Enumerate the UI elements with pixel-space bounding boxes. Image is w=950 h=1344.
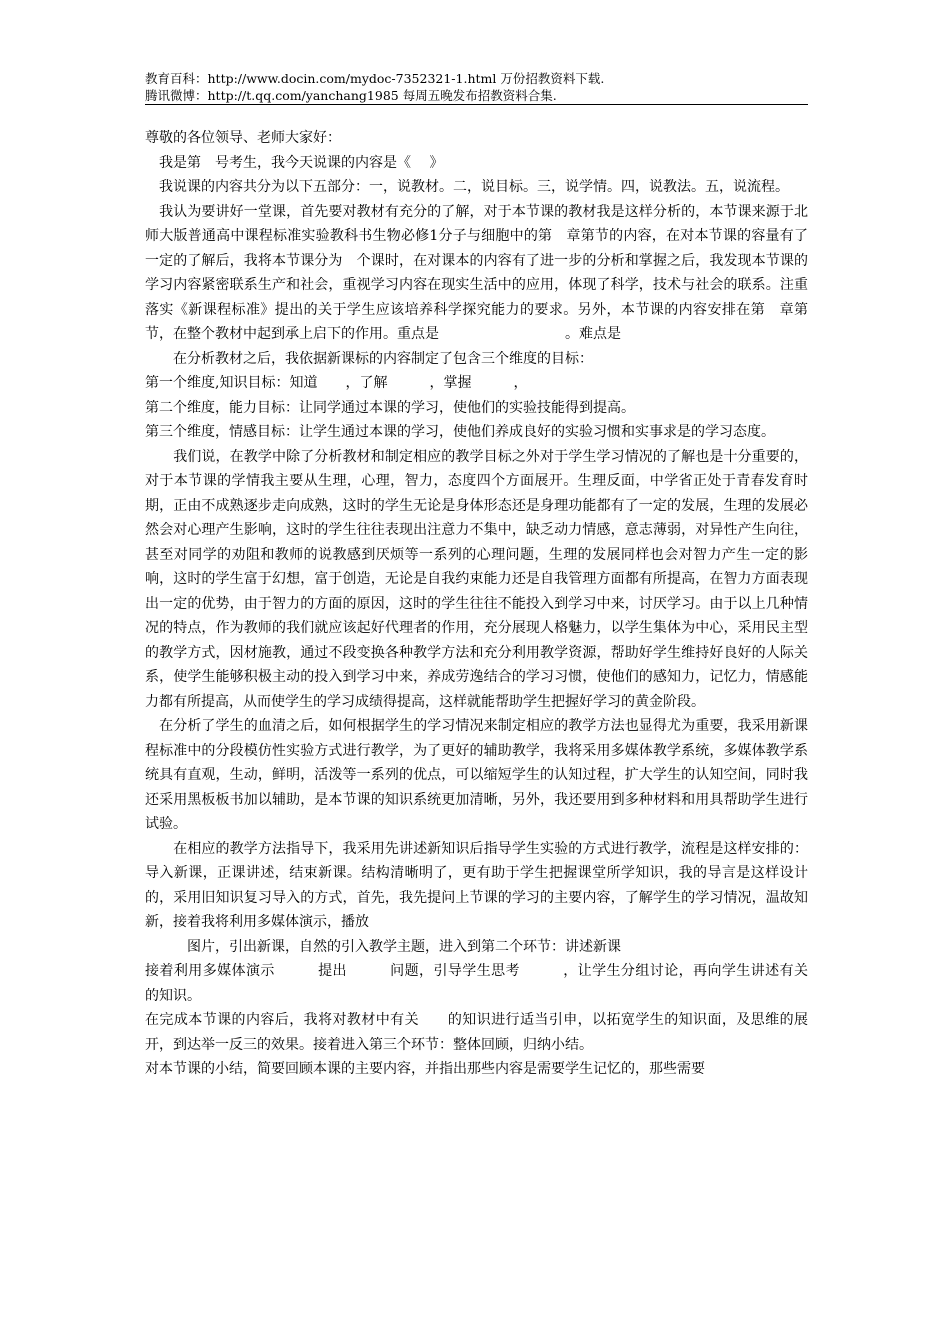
document-body <box>145 126 850 1082</box>
header-weibo-line[interactable]: 腾讯微博：http://t.qq.com/yanchang1985 每周五晚发布招教资料合集. <box>145 88 557 103</box>
summary-paragraph: 对本节课的小结，简要回顾本课的主要内容，并指出那些内容是需要学生记忆的，那些需要 <box>145 1061 705 1077</box>
ability-objective: 第二个维度，能力目标：让同学通过本课的学习，使他们的实验技能得到提高。 <box>145 399 635 416</box>
greeting: 尊敬的各位领导、老师大家好： <box>145 130 341 146</box>
teaching-method-paragraph: 在分析了学生的血清之后，如何根据学生的学习情况来制定相应的教学方法也显得尤为重要，我采用新课程标准中的分段模仿性实验方式进行教学，为了更好的辅助教学，我将采用多媒体教学系统，多媒体教学系统具有直观，生动，鲜明，活泼等一系列的优点，可以缩短学生的认知过程，扩大学生的认知空间，同时我还采用黑板板书加以辅助，是本节课的知识系统更加清晰，另外，我还要用到多种材料和用具帮助学生进行试验。 <box>145 718 808 832</box>
outline-paragraph: 我说课的内容共分为以下五部分：一，说教材。二，说目标。三，说学情。四，说教法。五，说流程。 <box>145 179 789 195</box>
knowledge-objective: 第一个维度,知识目标：知道 ，了解 ，掌握 ， <box>145 375 528 391</box>
header-divider <box>145 104 808 105</box>
process-discussion: 接着利用多媒体演示 提出 问题，引导学生思考 ，让学生分组讨论，再向学生讲述有关 的知识。 <box>145 963 850 1004</box>
page-header <box>145 70 807 104</box>
process-extension: 在完成本节课的内容后，我将对教材中有关 的知识进行适当引申，以拓宽学生的知识面，及思维的展开，到达举一反三的效果。接着进入第三个环节：整体回顾，归纳小结。 <box>145 1012 808 1053</box>
candidate-intro: 我是第 号考生，我今天说课的内容是《 》 <box>145 154 444 171</box>
textbook-analysis-paragraph: 我认为要讲好一堂课，首先要对教材有充分的了解，对于本节课的教材我是这样分析的，本节课来源于北师大版普通高中课程标准实验教科书生物必修1分子与细胞中的第 章第节的内容，在对本节课的容量有了一定的了解后，我将本节课分为 个课时，在对课本的内容有了进一步的分析和掌握之后，我发现本节课的学习内容紧密联系生产和社会，重视学习内容在现实生活中的应用，体现了科学，技术与社会的联系。注重落实《新课程标准》提出的关于学生应该培养科学探究能力的要求。另外，本节课的内容安排在第 章第 节，在整个教材中起到承上启下的作用。重点是 。难点是 <box>145 203 822 342</box>
objectives-intro: 在分析教材之后，我依据新课标的内容制定了包含三个维度的目标： <box>145 350 593 367</box>
teaching-process-paragraph: 在相应的教学方法指导下，我采用先讲述新知识后指导学生实验的方式进行教学，流程是这样安排的：导入新课，正课讲述，结束新课。结构清晰明了，更有助于学生把握课堂所学知识，我的导言是这样设计的，采用旧知识复习导入的方式，首先，我先提问上节课的学习的主要内容，了解学生的学习情况，温故知新，接着我将利用多媒体演示，播放 <box>145 840 808 930</box>
learner-analysis-paragraph: 我们说，在教学中除了分析教材和制定相应的教学目标之外对于学生学习情况的了解也是十分重要的，对于本节课的学情我主要从生理，心理，智力，态度四个方面展开。生理反面，中学省正处于青春发育时期，正由不成熟逐步走向成熟，这时的学生无论是身体形态还是身理功能都有了一定的发展，生理的发展必然会对心理产生影响，这时的学生往往表现出注意力不集中，缺乏动力情感，意志薄弱，对异性产生向往，甚至对同学的劝阻和教师的说教感到厌烦等一系列的心理问题，生理的发展同样也会对智力产生一定的影响，这时的学生富于幻想，富于创造，无论是自我约束能力还是自我管理方面都有所提高，在智力方面表现出一定的优势，由于智力的方面的原因，这时的学生往往不能投入到学习中来，讨厌学习。由于以上几种情况的特点，作为教师的我们就应该起好代理者的作用，充分展现人格魅力，以学生集体为中心，采用民主型的教学方式，因材施教，通过不段变换各种教学方法和充分利用教学资源，帮助好学生维持好良好的人际关系，使学生能够积极主动的投入到学习中来，养成劳逸结合的学习习惯，使他们的感知力，记忆力，情感能力都有所提高，从而使学生的学习成绩得提高，这样就能帮助学生把握好学习的黄金阶段。 <box>145 448 808 710</box>
emotion-objective: 第三个维度，情感目标：让学生通过本课的学习，使他们养成良好的实验习惯和实事求是的学习态度。 <box>145 424 775 440</box>
header-resource-line[interactable]: 教育百科：http://www.docin.com/mydoc-7352321-1.html 万份招教资料下载. <box>145 71 605 86</box>
process-step-two: 图片，引出新课，自然的引入教学主题，进入到第二个环节：讲述新课 <box>145 938 621 955</box>
